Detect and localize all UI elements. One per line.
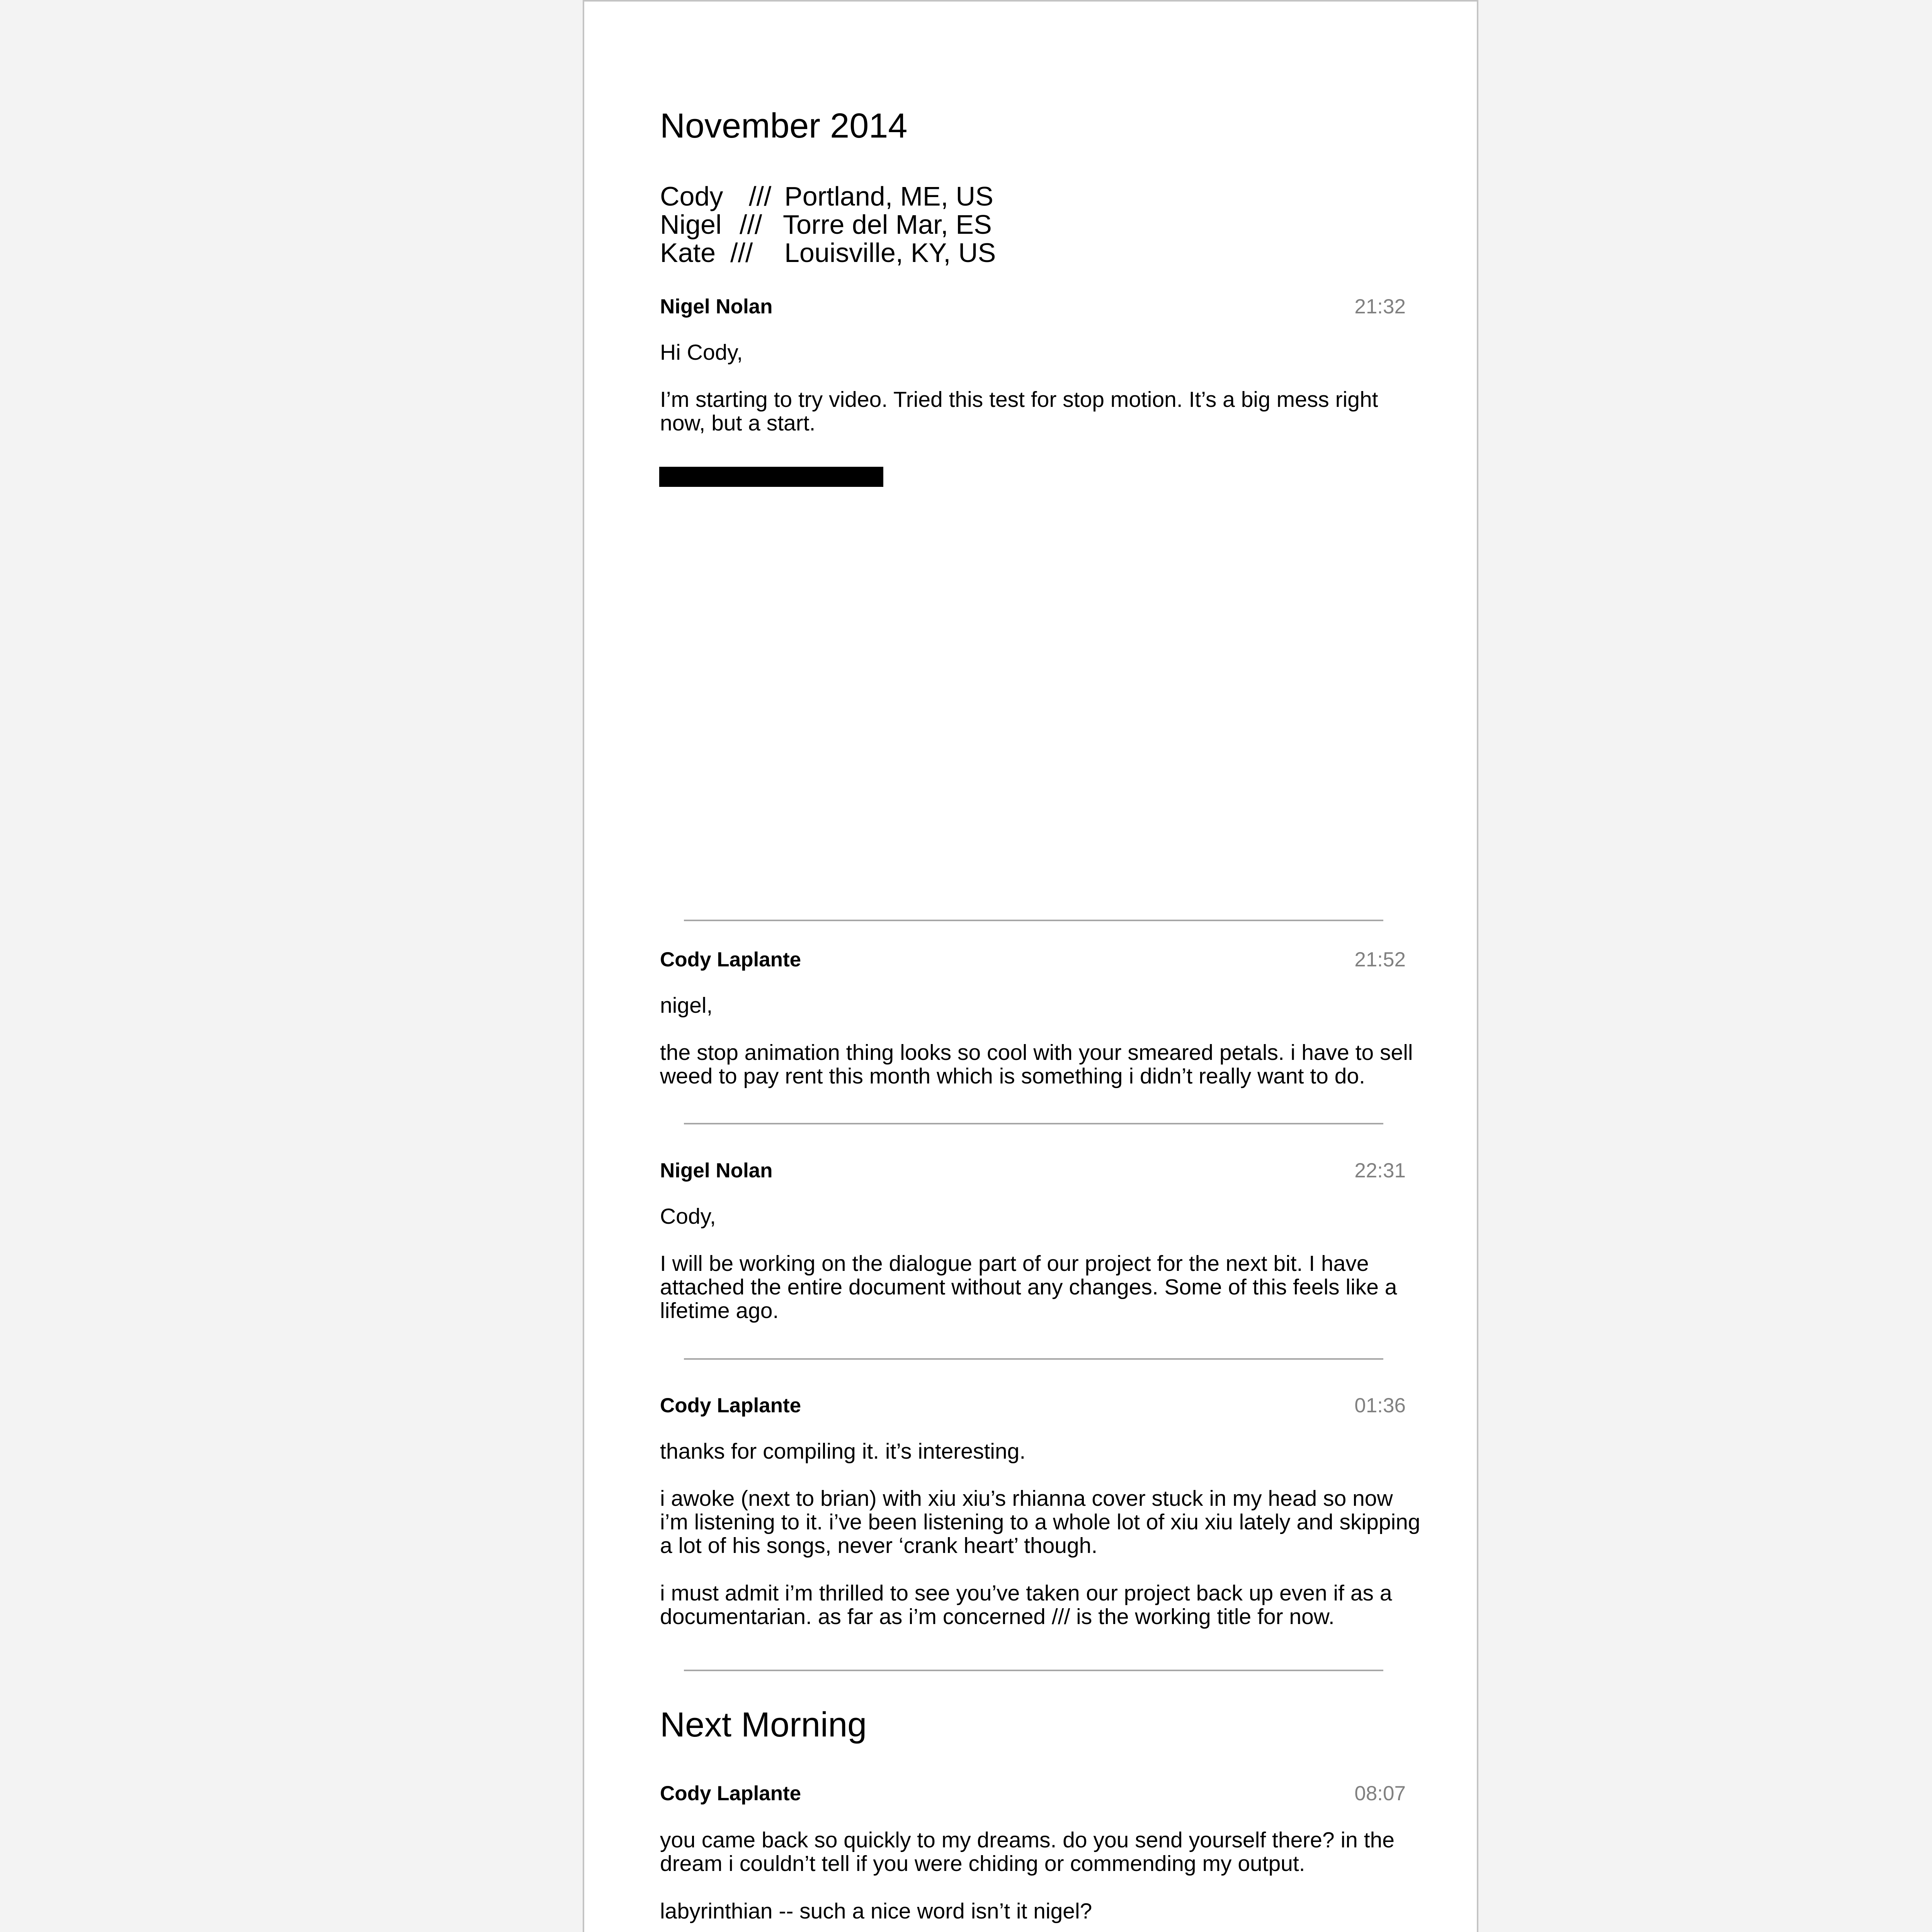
message-paragraph [660,1252,1406,1323]
text-line: you came back so quickly to my dreams. do you send yourself there? in the [660,1828,1395,1852]
text-line: i’m listening to it. i’ve been listening to a whole lot of xiu xiu lately and skipping [660,1510,1420,1534]
message-paragraph [660,1900,1406,1923]
text-line: weed to pay rent this month which is something i didn’t really want to do. [660,1064,1365,1088]
message-paragraph [660,1486,1420,1558]
message-sender: Nigel Nolan [660,295,773,318]
message-sender: Cody Laplante [660,1394,801,1417]
location-separator: /// [740,209,762,240]
message-paragraph [660,1828,1406,1876]
text-line: Cody, [660,1204,716,1229]
message-paragraph [660,1440,1406,1463]
text-line: Hi Cody, [660,340,743,365]
message-paragraph [660,341,1406,364]
location-place: Louisville, KY, US [784,238,996,268]
location-name: Kate [660,238,716,268]
message-sender: Cody Laplante [660,1782,801,1805]
message-divider [684,1123,1383,1124]
text-line: documentarian. as far as i’m concerned /// is the working title for now. [660,1604,1335,1629]
text-line: thanks for compiling it. it’s interesting. [660,1439,1026,1464]
text-line: nigel, [660,993,713,1018]
location-separator: /// [749,181,772,211]
text-line: i awoke (next to brian) with xiu xiu’s rhianna cover stuck in my head so now [660,1486,1393,1511]
text-line: labyrinthian -- such a nice word isn’t it nigel? [660,1899,1092,1923]
message-time: 22:31 [1354,1159,1406,1182]
text-line: i must admit i’m thrilled to see you’ve taken our project back up even if as a [660,1581,1392,1605]
location-place: Portland, ME, US [784,181,993,211]
text-line: dream i couldn’t tell if you were chiding or commending my output. [660,1851,1305,1876]
text-line: a lot of his songs, never ‘crank heart’ though. [660,1533,1098,1558]
text-line: the stop animation thing looks so cool with your smeared petals. i have to sell [660,1040,1413,1065]
message-divider [684,920,1383,921]
message-time: 21:52 [1354,948,1406,971]
page-title: November 2014 [660,107,908,145]
location-separator: /// [730,238,753,268]
section-heading: Next Morning [660,1706,867,1744]
message-paragraph [660,1040,1413,1088]
message-paragraph [660,388,1406,435]
location-name: Cody [660,181,723,211]
message-sender: Nigel Nolan [660,1159,773,1182]
message-time: 01:36 [1354,1394,1406,1417]
message-paragraph [660,994,1406,1017]
message-divider [684,1670,1383,1671]
message-paragraph [660,1205,1406,1228]
text-line: attached the entire document without any changes. Some of this feels like a [660,1275,1397,1299]
message-time: 21:32 [1354,295,1406,318]
message-paragraph [660,1582,1406,1629]
message-sender: Cody Laplante [660,948,801,971]
location-name: Nigel [660,209,722,240]
video-embed[interactable] [659,467,883,487]
text-line: lifetime ago. [660,1298,779,1323]
message-divider [684,1358,1383,1360]
document-page [583,0,1478,1932]
message-time: 08:07 [1354,1782,1406,1805]
text-line: I will be working on the dialogue part of our project for the next bit. I have [660,1251,1369,1276]
text-line: I’m starting to try video. Tried this test for stop motion. It’s a big mess right [660,387,1378,412]
location-place: Torre del Mar, ES [783,209,992,240]
text-line: now, but a start. [660,411,816,435]
